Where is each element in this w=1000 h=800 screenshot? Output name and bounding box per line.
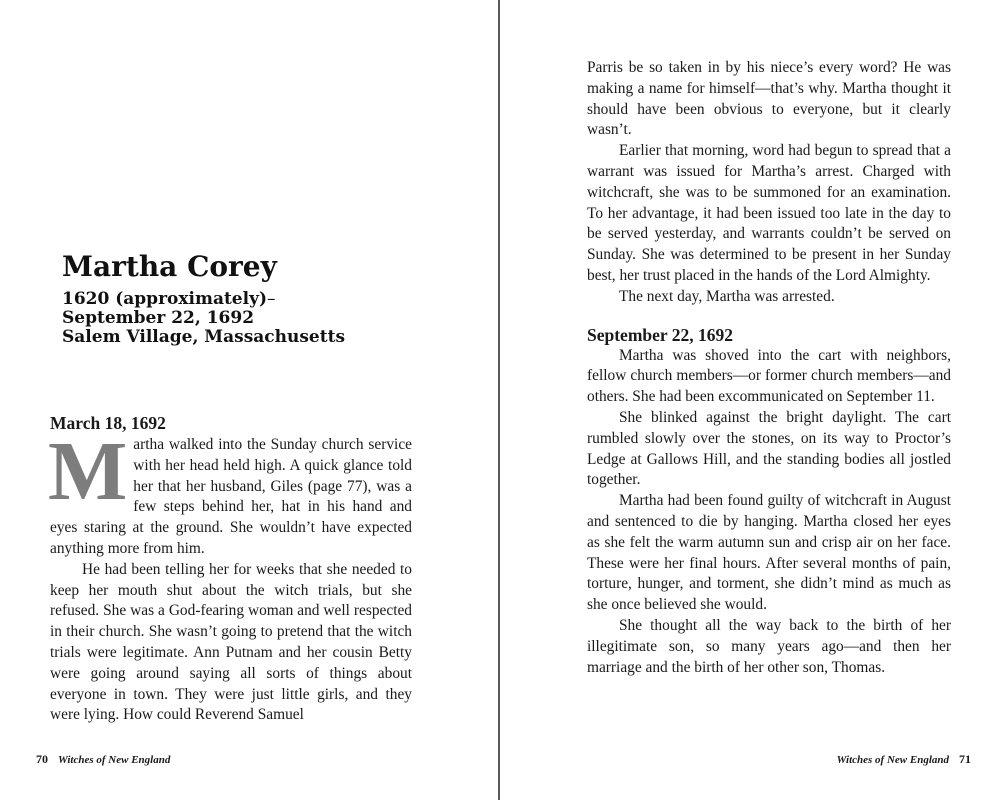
chapter-dates-line1	[62, 290, 462, 309]
drop-cap: M	[48, 425, 128, 518]
death-date: September 22, 1692	[62, 308, 255, 328]
paragraph: He had been telling her for weeks that she needed to keep her mouth shut about the witch trials, but she refused. She was a God-fearing woman and well respected in their church. She wasn’t going to pretend that the witch trials were legitimate. Ann Putnam and her cousin Betty were going around saying all sorts of things about everyone in town. They were just little girls, and they were lying. How could Reverend Samuel	[50, 560, 412, 724]
page-number: 70	[36, 752, 48, 766]
right-page	[500, 0, 1000, 800]
left-page	[0, 0, 498, 800]
paragraph-text: artha walked into the Sunday church service with her head held high. A quick glance told her that her husband, Giles (page 77), was a few steps behind her, hat in his hand and eyes staring at the ground. She wouldn’t have expected anything more from him.	[50, 436, 412, 557]
paragraph: Martha was shoved into the cart with neighbors, fellow church members—or former church members—and others. She had been excommunicated on September 11.	[587, 346, 951, 406]
chapter-title: Martha Corey	[62, 250, 277, 283]
paragraph: She thought all the way back to the birth of her illegitimate son, so many years ago—and then her marriage and the birth of her other son, Thomas.	[587, 616, 951, 676]
paragraph	[48, 425, 412, 560]
page-number: 71	[959, 752, 971, 766]
chapter-place: Salem Village, Massachusetts	[62, 327, 346, 347]
date-dash: –	[267, 289, 276, 309]
right-body-text	[587, 58, 951, 678]
left-body-text	[50, 412, 412, 726]
paragraph: The next day, Martha was arrested.	[619, 287, 835, 305]
section-heading-march: March 18, 1692	[50, 413, 166, 433]
paragraph: She blinked against the bright daylight. The cart rumbled slowly over the stones, on its way to Proctor’s Ledge at Gallows Hill, and the standing bodies all jostled together.	[587, 408, 951, 489]
section-heading-september: September 22, 1692	[587, 324, 733, 345]
left-folio	[36, 752, 170, 767]
paragraph: Parris be so taken in by his niece’s every word? He was making a name for himself—that’s why. Martha thought it should have been obvious to everyone, but it clearly wasn’t.	[587, 59, 951, 139]
birth-date: 1620 (approximately)	[62, 289, 268, 309]
paragraph: Martha had been found guilty of witchcraft in August and sentenced to die by hanging. Martha closed her eyes as she felt the warm autumn sun and crisp air on her face. These were her final hours. After several months of pain, torture, hunger, and torment, she didn’t mind as much as she once believed she would.	[587, 492, 951, 614]
running-title: Witches of New England	[836, 754, 949, 766]
right-folio	[837, 752, 971, 767]
running-title: Witches of New England	[58, 754, 171, 766]
chapter-title-block	[62, 250, 462, 347]
chapter-subtitle	[62, 290, 462, 347]
paragraph: Earlier that morning, word had begun to spread that a warrant was issued for Martha’s arrest. Charged with witchcraft, she was to be summoned for an examination. To her advantage, it had been issued too late in the day to be served yesterday, and warrants couldn’t be served on Sunday. She was determined to be present in her Sunday best, her trust placed in the hands of the Lord Almighty.	[587, 142, 951, 284]
